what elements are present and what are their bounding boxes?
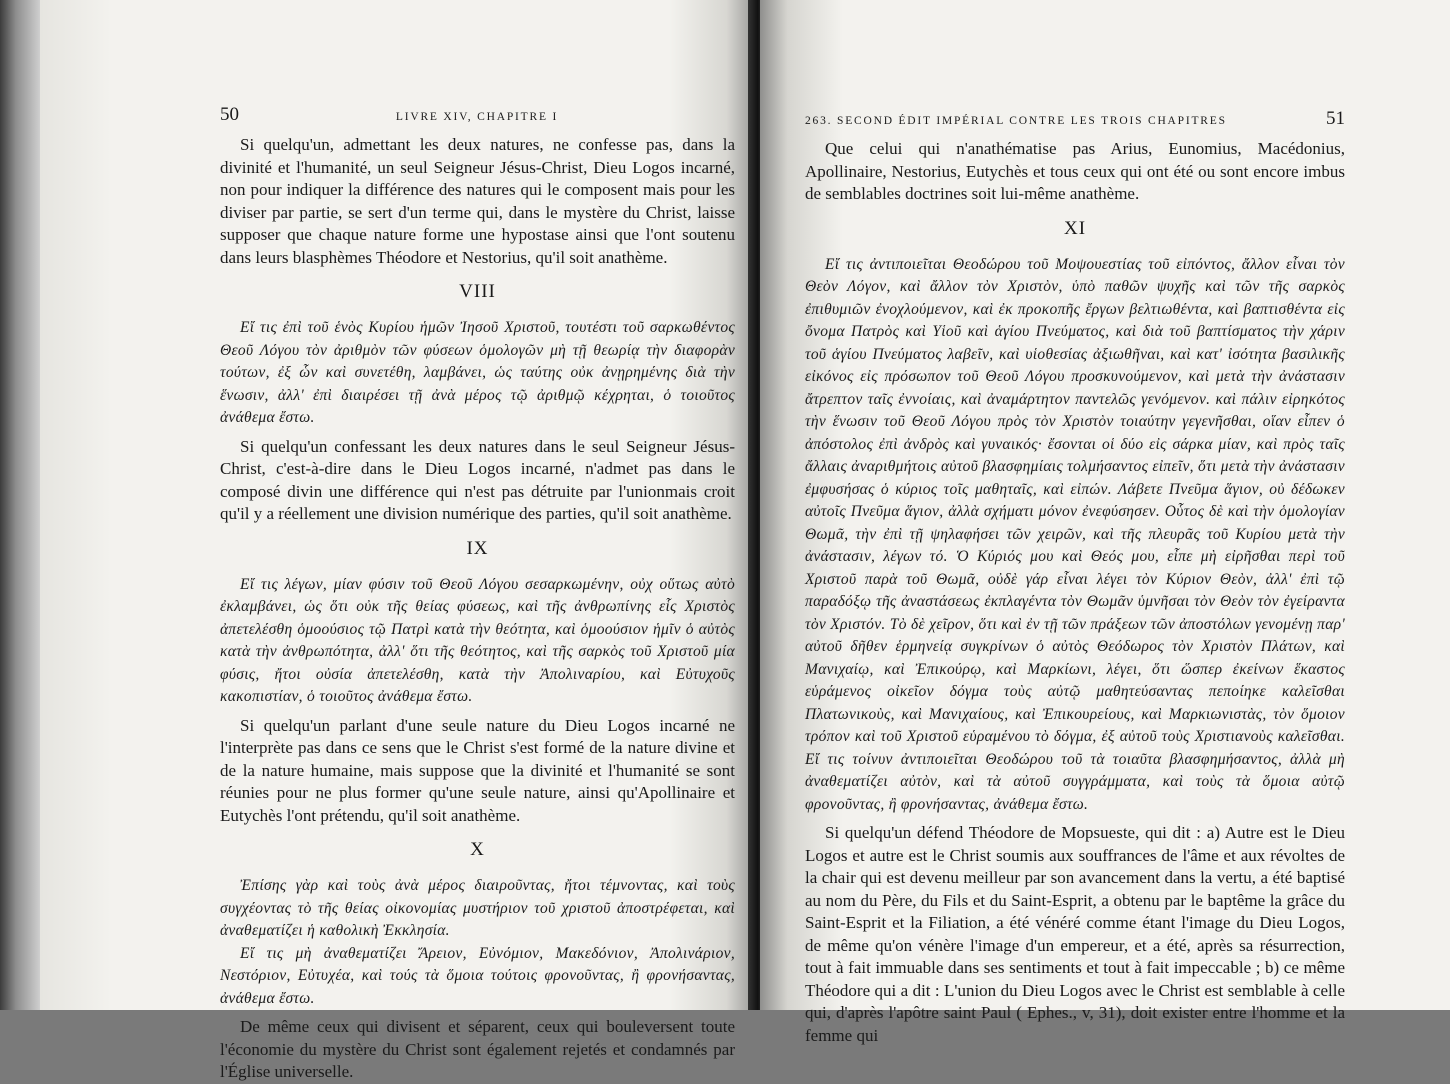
running-head: LIVRE XIV, CHAPITRE I xyxy=(395,111,559,123)
section-heading: VIII xyxy=(459,281,496,302)
right-page xyxy=(760,0,1450,1045)
left-page xyxy=(40,0,755,1081)
greek-paragraph: Εἴ τις ἐπὶ τοῦ ἑνὸς Κυρίου ἡμῶν Ἰησοῦ Χριστοῦ, τουτέστι τοῦ σαρκωθέντος Θεοῦ Λόγου τὸν ἀριθμὸν τῶν φύσεων ὁμολογῶν μὴ τῇ θεωρίᾳ τὴν διαφορὰν τούτων, ἐξ ὧν καὶ συνετέθη, λαμβάνει, ὡς ταύτης οὐκ ἀνῃρημένης διὰ τὴν ἕνωσιν, ἀλλ' ἐπὶ διαιρέσει τῇ ἀνὰ μέρος τῷ ἀριθμῷ κέχρηται, ὁ τοιοῦτος ἀνάθεμα ἔστω. xyxy=(220,319,735,426)
paragraph: Que celui qui n'anathématise pas Arius, Eunomius, Macédonius, Apollinaire, Nestorius, Eutychès et tous ceux qui ont été ou sont encore imbus de semblables doctrines soit lui-même anathème. xyxy=(805,139,1345,203)
right-page-content xyxy=(805,108,1345,1047)
right-page-header xyxy=(805,108,1345,130)
greek-paragraph: Εἴ τις λέγων, μίαν φύσιν τοῦ Θεοῦ Λόγου σεσαρκωμένην, οὐχ οὕτως αὐτὸ ἐκλαμβάνει, ὡς ὅτι οὐκ τῆς θείας φύσεως, καὶ τῆς ἀνθρωπίνης εἷς Χριστὸς ἀπετελέσθη ὁμοούσιος τῷ Πατρὶ κατὰ τὴν θεότητα, καὶ ὁμοούσιον ἡμῖν ὁ αὐτὸς κατὰ τὴν ἀνθρωπότητα, ἀλλ' ὅτι τῆς θεότητος, καὶ τῆς σαρκὸς τοῦ Χριστοῦ μία φύσις, ἤτοι οὐσία ἀπετελέσθη, κατὰ τὴν Ἀπολιναρίου, καὶ Εὐτυχοῦς κακοπιστίαν, ὁ τοιοῦτος ἀνάθεμα ἔστω. xyxy=(220,575,735,705)
page-number: 51 xyxy=(1326,108,1345,129)
page-edges xyxy=(0,0,40,1010)
paragraph: Si quelqu'un, admettant les deux natures, ne confesse pas, dans la divinité et l'humanité, un seul Seigneur Jésus-Christ, Dieu Logos incarné, non pour indiquer la différence des natures qui le composent mais pour les diviser par partie, se sert d'un terme qui, dans le mystère du Christ, laisse supposer que chaque nature forme une hypostase ainsi que l'ont soutenu dans leurs blasphèmes Théodore et Nestorius, qu'il soit anathème. xyxy=(220,135,735,267)
paragraph: Si quelqu'un confessant les deux natures dans le seul Seigneur Jésus-Christ, c'est-à-dire dans le Dieu Logos incarné, n'admet pas dans le composé divin une différence qui n'est pas détruite par l'unionmais croit qu'il y a réellement une division numérique des parties, qu'il soit anathème. xyxy=(220,436,735,523)
paragraph: Si quelqu'un défend Théodore de Mopsueste, qui dit : a) Autre est le Dieu Logos et autre est le Christ soumis aux souffrances de l'âme et aux révoltes de la chair qui est devenu meilleur par son avancement dans la vertu, a été baptisé au nom du Père, du Fils et du Saint-Esprit, a obtenu par le baptême la grâce du Saint-Esprit et la Filiation, a été vénéré comme étant l'image du Dieu Logos, de même qu'on vénère l'image d'un empereur, et a été, après sa résurrection, tout à fait immuable dans ses sentiments et tout à fait impeccable ; b) ce même Théodore qui a dit : L'union du Dieu Logos avec le Christ est semblable à celle qui, d'après l'apôtre saint Paul ( Ephes., v, 31), doit exister entre l'homme et la femme qui xyxy=(805,823,1345,1045)
greek-paragraph: Εἴ τις μὴ ἀναθεματίζει Ἄρειον, Εὐνόμιον, Μακεδόνιον, Ἀπολινάριον, Νεστόριον, Εὐτυχέα, καὶ τούς τὰ ὅμοια τούτοις φρονοῦντας, ἢ φρονήσαντας, ἀνάθεμα ἔστω. xyxy=(220,944,735,1007)
paragraph: De même ceux qui divisent et séparent, ceux qui bouleversent toute l'économie du mystère du Christ sont également rejetés et condamnés par l'Église universelle. xyxy=(220,1017,735,1081)
greek-paragraph: Ἐπίσης γὰρ καὶ τοὺς ἀνὰ μέρος διαιροῦντας, ἤτοι τέμνοντας, καὶ τοὺς συγχέοντας τὸ τῆς θείας οἰκονομίας μυστήριον τοῦ χριστοῦ ἀποστρέφεται, καὶ ἀναθεματίζει ἡ καθολικὴ Ἐκκλησία. xyxy=(220,877,735,939)
left-page-header xyxy=(220,104,735,126)
paragraph: Si quelqu'un parlant d'une seule nature du Dieu Logos incarné ne l'interprète pas dans ce sens que le Christ s'est formé de la nature divine et de la nature humaine, mais suppose que la divinité et l'humanité se sont réunies pour ne plus former qu'une seule nature, ainsi qu'Apollinaire et Eutychès l'ont prétendu, qu'il soit anathème. xyxy=(220,715,735,825)
section-heading: IX xyxy=(466,537,489,559)
section-heading: XI xyxy=(1063,217,1087,239)
section-heading: X xyxy=(470,839,485,860)
page-number: 50 xyxy=(220,104,239,125)
left-page-content xyxy=(220,100,735,1084)
greek-paragraph: Εἴ τις ἀντιποιεῖται Θεοδώρου τοῦ Μοψουεστίας τοῦ εἰπόντος, ἄλλον εἶναι τὸν Θεὸν Λόγον, καὶ ἄλλον τὸν Χριστὸν, ὑπὸ παθῶν ψυχῆς καὶ τῶν τῆς σαρκὸς ἐπιθυμιῶν ἐνοχλούμενον, καὶ ἐκ προκοπῆς ἔργων βελτιωθέντα, καὶ βαπτισθέντα εἰς ὄνομα Πατρὸς καὶ Υἱοῦ καὶ ἁγίου Πνεύματος, καὶ διὰ τοῦ βαπτίσματος τὴν χάριν τοῦ ἁγίου Πνεύματος λαβεῖν, καὶ υἱοθεσίας ἀξιωθῆναι, καὶ κατ' ἰσότητα βασιλικῆς εἰκόνος εἰς πρόσωπον τοῦ Θεοῦ Λόγου προσκυνούμενον, καὶ μετὰ τὴν ἀνάστασιν ἄτρεπτον ταῖς ἐννοίαις, καὶ ἀναμάρτητον παντελῶς γενόμενον. καὶ πάλιν εἰρηκότος τὴν ἕνωσιν τοῦ Θεοῦ Λόγου πρὸς τὸν Χριστὸν τοιαύτην γεγενῆσθαι, οἵαν εἶπεν ὁ ἀπόστολος ἐπὶ ἀνδρὸς καὶ γυναικός· ἔσονται οἱ δύο εἰς σάρκα μίαν, καὶ πρὸς ταῖς ἄλλαις ἀναριθμήτοις αὐτοῦ βλασφημίαις τολμήσαντος εἰπεῖν, ὅτι μετὰ τὴν ἀνάστασιν ἐμφυσήσας ὁ κύριος τοῖς μαθηταῖς, καὶ εἰπών. Λάβετε Πνεῦμα ἅγιον, οὐ δέδωκεν αὐτοῖς Πνεῦμα ἅγιον, ἀλλὰ σχήματι μόνον ἐνεφύσησεν. Οὗτος δὲ καὶ τὴν ὁμολογίαν Θωμᾶ, τὴν ἐπὶ τῇ ψηλαφήσει τῶν χειρῶν, καὶ τῆς πλευρᾶς τοῦ Κυρίου μετὰ τὴν ἀνάστασιν, λέγων τό. Ὁ Κύριός μου καὶ Θεός μου, εἶπε μὴ εἰρῆσθαι περὶ τοῦ Χριστοῦ παρὰ τοῦ Θωμᾶ, οὐδὲ γάρ εἶναι λέγει τὸν Κύριον Θεὸν, ἀλλ' ἐπὶ τῷ παραδόξῳ τῆς ἀναστάσεως ἐκπλαγέντα τὸν Θωμᾶν ὑμνῆσαι τὸν Θεὸν τὸν ἐγείραντα τὸν Χριστόν. Τὸ δὲ χεῖρον, ὅτι καὶ ἐν τῇ τῶν πράξεων τῶν ἀποστόλων γενομένῃ παρ' αὐτοῦ δῆθεν ἑρμηνείᾳ συγκρίνων ὁ αὐτὸς Θεόδωρος τὸν Χριστὸν Πλάτων, καὶ Μανιχαίῳ, καὶ Ἐπικούρῳ, καὶ Μαρκίωνι, λέγει, ὅτι ὥσπερ ἐκείνων ἕκαστος εὑράμενος οἰκεῖον δόγμα τοὺς αὐτῷ μαθητεύσαντας πεποίηκε καλεῖσθαι Πλατωνικοὺς, καὶ Μανιχαίους, καὶ Ἐπικουρείους, καὶ Μαρκιωνιστὰς, τὸν ὅμοιον τρόπον καὶ τοῦ Χριστοῦ εὑραμένου τὸ δόγμα, ἐξ αὐτοῦ τοὺς Χριστιανοὺς καλεῖσθαι. Εἴ τις τοίνυν ἀντιποιεῖται Θεοδώρου τοῦ τὰ τοιαῦτα βλασφημήσαντος, ἀλλὰ μὴ ἀναθεματίζει αὐτὸν, καὶ τὰ αὐτοῦ συγγράμματα, καὶ τοὺς τὰ ὅμοια αὐτῷ φρονοῦντας, ἢ φρονήσαντας, ἀνάθεμα ἔστω. xyxy=(805,255,1345,813)
running-head: 263. SECOND ÉDIT IMPÉRIAL CONTRE LES TROIS CHAPITRES xyxy=(805,115,1227,127)
